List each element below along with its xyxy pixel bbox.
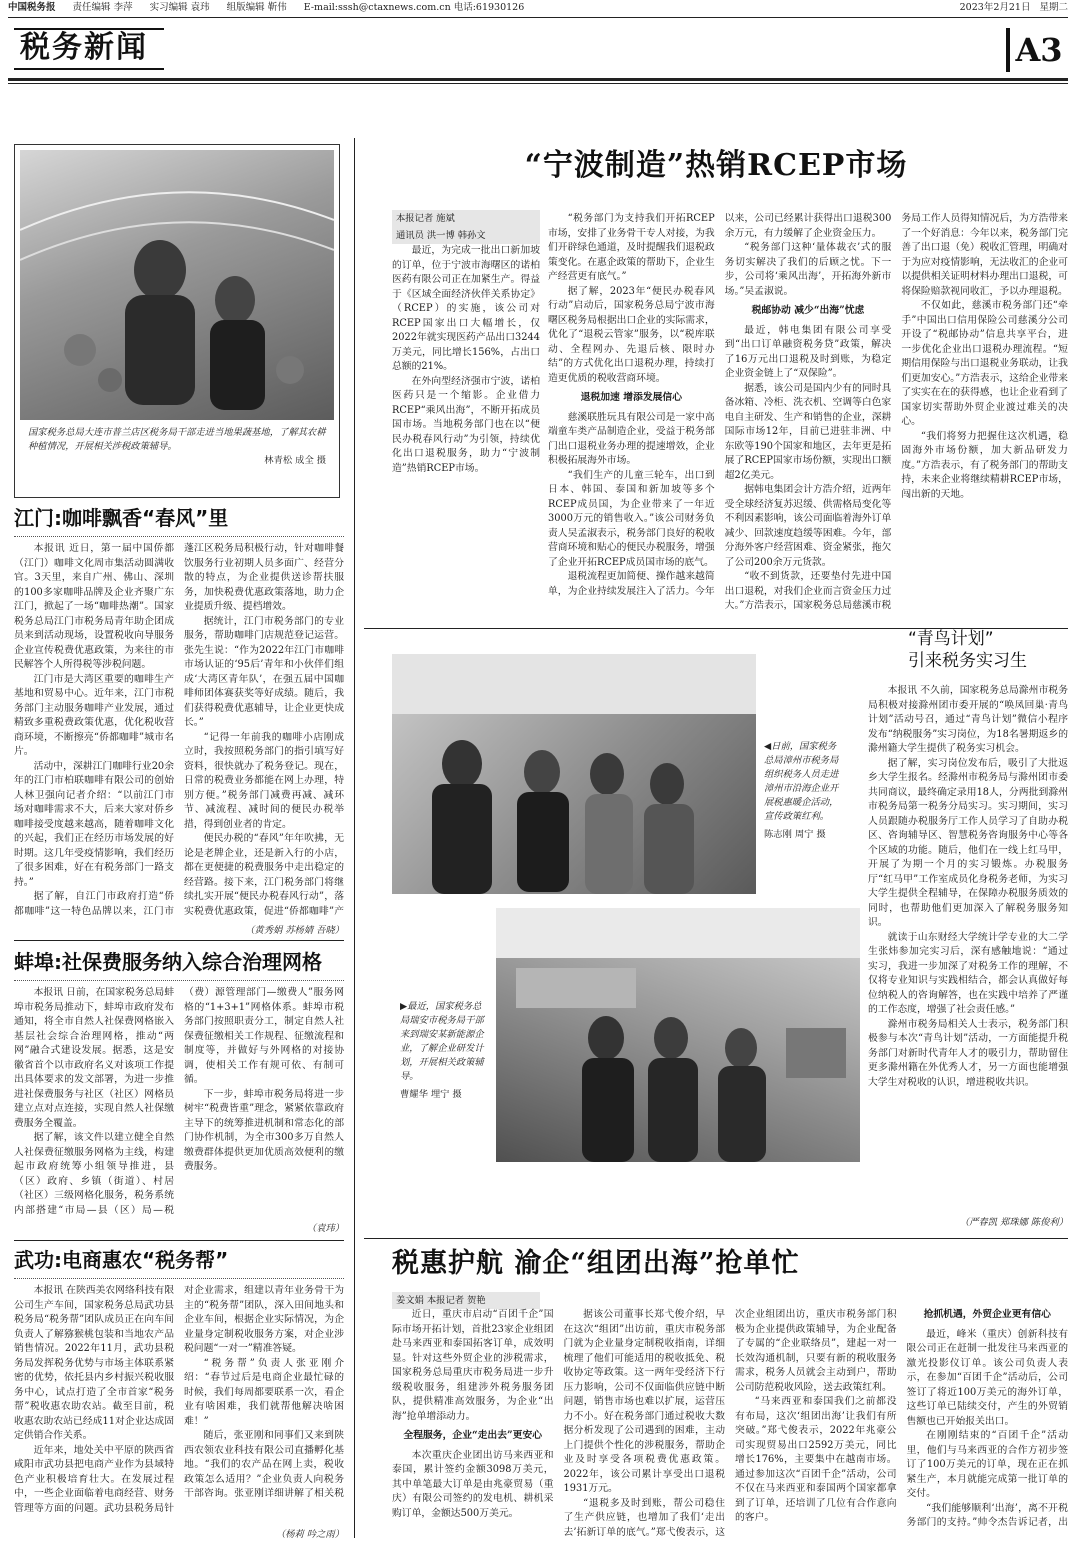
jiangmen-para: 本报讯 近日，第一届中国侨都（江门）咖啡文化周市集活动圆满收官。3天里，来自广州、佛山、深圳的100多家咖啡品牌及企业齐聚广东江门，掀起了一场“咖啡热潮”。国家税务总局江门市税务局青年助企团成员来到活动现场，设置税收向导服务企业宣传税费优惠政策，为来往的市民解答个人所得税等涉税问题。 (14, 543, 174, 670)
jiangmen-body (14, 542, 344, 922)
wugong-para: 随后，张亚刚和同事们又来到陕西农领农业科技有限公司直播孵化基地。“我们的农产品在网上卖，税收政策怎么适用？”企业负责人向税务干部咨询。张亚刚详细讲解了相关税 (184, 1430, 344, 1499)
qingniao-body (868, 684, 1068, 1214)
ningbo-body-a (392, 244, 540, 614)
qingniao-para: 本报讯 不久前，国家税务总局滁州市税务局积极对接滁州团市委开展的“唤凤回巢·青鸟计划”活动号召，通过“青鸟计划”微信小程序发布“纳税服务”实习岗位，为18名暑期返乡的滁州籍大学生提供了税务实习机会。 (868, 685, 1068, 754)
jiangmen-para: 活动中，深耕江门咖啡行业20余年的江门市柏联咖啡有限公司的创始人林卫强向记者介绍：“以前江门市场对咖啡需求不大，后来大家对侨乡咖啡接受度越来越高，随着咖啡文化的兴起，我们正在经历市场发展的好时期。这几年受疫情影响，我们经历了很多困难，好在有税务部门一路支持。” (14, 760, 174, 888)
yuqi-para: 最近，峰米（重庆）创新科技有限公司正在赶制一批发往马来西亚的激光投影仪订单。该公司负责人表示，在参加“百团千企”活动后，公司签订了将近100万美元的海外订单，这些订单已陆续交付，产生的外贸销售额也已开始报关出口。 (906, 1328, 1068, 1427)
bengbu-para: 本报讯 日前，在国家税务总局蚌埠市税务局推动下，蚌埠市政府发布通知，将全市自然人社保费网格嵌入基层社会综合治理网格，推动“两网”融合式建设发展。据悉，这是安徽省首个以市政府名义对该项工作提出具体要求的发文部署，为进一步推进社保费服务与社区（社区）网格员建立点对点连接，实现自然人社保缴费服务全覆盖。 (14, 987, 174, 1129)
bengbu-para: 下一步，蚌埠市税务局将进一步树牢“税费皆重”理念，紧紧依靠政府主导下的统筹推进机制和常态化的部门协作机制，为全市300多万自然人缴费群体提供更加优质高效便利的缴费服务。 (184, 1088, 344, 1172)
photo-factory (496, 908, 860, 1162)
yuqi-para: 据该公司董事长郑弋俊介绍，早在这次“组团”出访前，重庆市税务部门就为企业量身定制税收指南，详细梳理了他们可能适用的税收抵免、税收协定等政策。这一两年受经济下行压力影响，公司不仅面临供应链中断问题，销售市场也难以扩展，运营压力不小。好在税务部门通过税收大数据分析发现了公司遇到的困难，主动上门提供个性化的涉税服务，帮助企业及时享受各项税费优惠政策。2022年，该公司累计享受出口退税1931万元。 (563, 1309, 725, 1494)
qingniao-headline (868, 628, 1068, 676)
yuqi-byline: 姜文娟 本报记者 贺艳 (392, 1292, 540, 1309)
ningbo-para: 据韩电集团会计方浩介绍，近两年受全球经济复苏迟缓、供需格局变化等不利因素影响，该公司面临着海外订单减少、回款速度趋缓等困难。今年，部分海外客户经营困难、资金紧张，拖欠了公司200余万元货款。 (724, 484, 892, 568)
ningbo-byline-box (392, 210, 540, 244)
qingniao-headline-1: “青鸟计划” (908, 629, 994, 649)
ningbo-para: “我们生产的儿童三轮车，出口到日本、韩国、泰国和新加坡等多个RCEP成员国，为企业带来了一年近3000万元的销售收入。”该公司财务负责人吴孟淑表示，税务部门良好的税收营商环境和贴心的便民办税服务，增强了企业开拓RCEP成员国市场的底气。 (548, 469, 715, 568)
photo-farm-caption: 国家税务总局大连市普兰店区税务局干部走进当地果蔬基地，了解其农耕种植情况，开展相关涉税政策辅导。 (28, 427, 326, 452)
ningbo-subhead: 退税加速 增添发展信心 (580, 392, 683, 403)
wugong-credit: （杨莉 吟之雨） (275, 1529, 344, 1540)
jiangmen-credit: （黄秀娟 苏杨婧 吾晓） (245, 925, 344, 936)
ningbo-para: 退税流程更加简便、操作越来越简单，为企业持续发展注入了活力。今年以来，公司已经累计获得出口退税300余万元，有力缓解了企业资金压力。 (548, 213, 892, 597)
paper-name: 中国税务报 (8, 2, 56, 13)
section-name-box (14, 28, 164, 70)
ningbo-body-b (548, 212, 1068, 614)
ningbo-para: 最近，韩电集团有限公司享受到“出口订单融资税务贷”政策，解决了16万元出口退税及时到账，为稳定企业资金链上了“双保险”。 (724, 324, 892, 379)
ningbo-para: 最近，为完成一批出口新加坡的订单，位于宁波市海曙区的诺柏医药有限公司正在加紧生产。得益于《区域全面经济伙伴关系协定》（RCEP）的实施，该公司对RCEP国家出口大幅增长，仅2022年就实现医药产品出口3244万美元，同比增长156%，占出口总额的21%。 (392, 245, 540, 372)
qingniao-para: 据了解，实习岗位发布后，吸引了大批返乡大学生报名。经滁州市税务局与滁州团市委共同商议，最终确定录用18人，分两批到滁州市税务局第一税务分局实习。实习期间，实习人员跟随办税服务厅工作人员学习了自助办税区、咨询辅导区、智慧税务咨询服务中心等各个区域的功能。随后，他们在一线上红马甲，开展了为期一个月的实习锻炼。办税服务厅“红马甲”工作室成员化身税务老师，为实习大学生提供全程辅导，在保障办税服务质效的同时，也帮助他们更加深入了解税务服务知识。 (868, 757, 1068, 928)
bengbu-body (14, 986, 344, 1222)
ningbo-para: 据了解，2023年“便民办税春风行动”启动后，国家税务总局宁波市海曙区税务局根据出口企业的实际需求，优化了“退税云管家”服务，以“税库联动、全程网办、先退后核、限时办结”的方式优化出口退税办理，持续打造更优质的税收营商环境。 (548, 285, 715, 384)
photo-office-caption-text: ◀日前，国家税务总局漳州市税务局组织税务人员走进漳州市沿海企业开展税惠暖企活动，宣传政策红利。 (764, 741, 839, 822)
intern-editor: 实习编辑 袁玮 (149, 2, 210, 13)
jiangmen-para: “记得一年前我的咖啡小店刚成立时，我按照税务部门的指引填写好资料，很快就办了税务登记。现在，日常的税费业务都能在网上办理，特别方便。”税务部门减费再减、减环节、减流程、减时间的便民办税举措，得到创业者的肯定。 (184, 731, 344, 830)
contact: E-mail:sssh@ctaxnews.com.cn 电话:61930126 (303, 2, 525, 13)
yuqi-para: 近日，重庆市启动“百团千企”国际市场开拓计划，首批23家企业组团赴马来西亚和泰国拓客订单，成效明显。针对这些外贸企业的涉税需求，国家税务总局重庆市税务局进一步升级税收服务，组建涉外税务服务团队，提供精准高效服务，为企业“出海”抢单增添动力。 (392, 1309, 554, 1422)
issue-weekday: 星期二 (1039, 2, 1068, 13)
wugong-para: 近年来，地处关中平原的陕西省咸阳市武功县把电商产业作为县域特色产业积极培育壮大。在发展过程中，一些企业面临着电商经营、财务管理等方面的问题。武功县税务局针对企业需求，组建以青年业务骨干为主的“税务帮”团队，深入田间地头和企业车间，根据企业实际情况，为企业量身定制税收服务方案，对企业涉税问题“一对一”精准答疑。 (14, 1285, 344, 1514)
yuqi-headline: 税惠护航 渝企“组团出海”抢单忙 (392, 1248, 800, 1279)
editor: 责任编辑 李萍 (72, 2, 133, 13)
photo-farm (20, 150, 334, 420)
section-header (14, 22, 1074, 76)
yuqi-para: 在刚刚结束的“百团千企”活动里，他们与马来西亚的合作方初步签订了100万美元的订单，现在正在抓紧生产，本月就能完成第一批订单的交付。 (906, 1430, 1068, 1499)
photo-office-caption (764, 740, 844, 842)
page-number: A3 (1006, 28, 1068, 72)
bengbu-para: 据了解，该文件以建立健全自然人社保费征缴服务网格为主线，构建起市政府统筹小组领导推进，县（区）政府、乡镇（街道）、村居（社区）三级网格化服务，税务系统内部搭建“市局—县（区）局—税（费）源管理部门—缴费人”服务网格的“1+3+1”网格体系。蚌埠市税务部门按照职责分工，制定自然人社保费征缴相关工作规程、征缴流程和制度等，并做好与外网格的对接协调，使相关工作有规可依、有制可循。 (14, 987, 344, 1216)
ningbo-byline-reporter: 本报记者 施斌 (392, 210, 540, 227)
yuqi-para: 本次重庆企业团出访马来西亚和泰国，累计签约金额3098万美元，其中单笔最大订单是由兆豪贸易（重庆）有限公司签约的发电机、耕机采购订单，金额达500万美元。 (392, 1449, 554, 1519)
ningbo-para: 据悉，该公司是国内少有的同时具备冰箱、冷柜、洗衣机、空调等白色家电自主研发、生产和销售的企业，深耕国际市场12年，目前已进驻非洲、中东欧等190个国家和地区，去年更是拓展了RCEP国家市场份额，实现出口额超2亿美元。 (724, 382, 892, 481)
jiangmen-para: 据统计，江门市税务部门的专业服务，帮助咖啡门店规范登记运营。张先生说：“作为2022年江门市咖啡市场认证的‘95后’青年和小伙伴们组成‘大湾区青年队’，在强五届中国咖啡师团体赛获奖等好成绩。随后，我们获得税费优惠辅导，让企业更快成长。” (184, 615, 344, 728)
qingniao-headline-2: 引来税务实习生 (908, 651, 1027, 671)
wugong-body (14, 1284, 344, 1526)
layout-editor: 组版编辑 靳伟 (226, 2, 287, 13)
yuqi-body (392, 1308, 1068, 1544)
photo-factory-caption-text: ▶最近，国家税务总局瑞安市税务局干部来到瑞安某新能源企业，了解企业研发计划，开展相关政策辅导。 (400, 1001, 484, 1082)
ningbo-para: 在外向型经济强市宁波，诺柏医药只是一个缩影。企业借力RCEP“乘风出海”，不断开拓成员国市场。当地税务部门也在以“便民办税春风行动”为引领，持续优化出口退税服务，助力“宁波制造”热销RCEP市场。 (392, 375, 540, 474)
ningbo-para: “税务部门为支持我们开拓RCEP市场，安排了业务骨干专人对接，为我们开辟绿色通道，及时提醒我们退税政策变化。在惠企政策的帮助下，企业生产经营更有底气。” (548, 213, 715, 282)
yuqi-subhead: 抢抓机遇，外贸企业更有信心 (923, 1309, 1051, 1320)
photo-farm-box (14, 144, 340, 498)
jiangmen-para: 江门市是大湾区重要的咖啡生产基地和贸易中心。近年来，江门市税务部门主动服务咖啡产业发展，通过精致多重税费政策优惠，优化税收营商环境，不断擦亮“侨都咖啡”城市名片。 (14, 673, 174, 757)
wugong-para: “税务帮”负责人张亚刚介绍：“春节过后是电商企业最忙碌的时候，我们每周都要联系一次，看企业有啥困难，我们就帮他解决啥困难！” (184, 1357, 344, 1427)
ningbo-para: 不仅如此，慈溪市税务部门还“牵手”中国出口信用保险公司慈溪分公司开设了“税邮协动”信息共享平台，进一步优化企业出口退税办理流程。“短期信用保险与出口退税业务联动，让我们更加安心。”方浩表示，这给企业带来了实实在在的获得感，也让企业看到了国家切实帮助外贸企业渡过难关的决心。 (901, 300, 1068, 427)
ningbo-para: “税务部门这种‘量体裁衣’式的服务切实解决了我们的后顾之忧。下一步，公司将‘乘风出海’，开拓海外新市场。”吴孟淑说。 (724, 242, 892, 297)
photo-office-credit: 陈志刚 周宁 摄 (764, 829, 826, 840)
top-bar (8, 0, 1068, 16)
photo-office (392, 654, 756, 894)
yuqi-para: “马来西亚和泰国我们之前都没有布局，这次‘组团出海’让我们有所突破。”郑弋俊表示，2022年兆豪公司实现贸易出口2592万美元，同比增长176%，主要集中在越南市场。通过参加这次“百团千企”活动，公司不仅在马来西亚和泰国两个国家都拿到了订单，还培训了几位有合作意向的客户。 (735, 1396, 897, 1523)
ningbo-para: “我们将努力把握住这次机遇，稳固海外市场份额，加大新品研发力度。”方浩表示，有了税务部门的帮助支持，未来企业将继续精耕RCEP市场，闯出新的天地。 (901, 430, 1068, 500)
yuqi-para: “我们能够顺利‘出海’，离不开税务部门的支持。”帅令杰告诉记者，出 (906, 1502, 1068, 1528)
photo-factory-art (496, 908, 860, 1162)
photo-farm-credit: 林青松 成全 摄 (264, 455, 326, 466)
photo-farm-art (20, 150, 334, 420)
wugong-para: 本报讯 在陕西美农网络科技有限公司生产车间，国家税务总局武功县税务局“税务帮”团队成员正在向车间负责人了解猕猴桃包装和当地农产品销售情况。2022年11月，武功县税务局发挥税务优势与市场主体联系紧密的优势，依托县内乡村振兴税收服务中心，试点打造了全市首家“税务帮”税收惠农助农站。截至目前，税收惠农助农站已经成11对企业达成固定供销合作关系。 (14, 1285, 174, 1441)
ningbo-para: “收不到货款，还要垫付先进中国出口退税，对我们企业而言资金压力过大。”方浩表示，国家税务总局慈溪市税务局工作人员得知情况后，为方浩带来了一个好消息：今年以来，税务部门完善了出口退（免）税收汇管理，明确对于为应对疫情影响，无法收汇的企业可以提供相关证明材料办理出口退税，可将保险赔款视同收汇，予以办理退税。 (724, 213, 1068, 611)
ningbo-subhead: 税邮协动 减少“出海”忧虑 (751, 305, 865, 316)
ningbo-byline-correspondent: 通讯员 洪一博 韩孙文 (392, 227, 540, 244)
jiangmen-para: 据了解，自江门市政府打造“侨都咖啡”这一特色品牌以来，江门市蓬江区税务局积极行动，针对咖啡餐饮服务行业初期人员多面广、经营分散的特点，为企业提供送诊帮扶服务，加快税费优惠政策落地，助力企业提质升级、提档增效。 (14, 543, 344, 917)
qingniao-para: 滁州市税务局相关人士表示，税务部门积极参与本次“青鸟计划”活动，一方面能提升税务部门对新时代青年人才的吸引力，帮助留住更多滁州籍在外优秀人才，另一方面也能增强大学生对税收的认识，增进税收共识。 (868, 1018, 1068, 1088)
qingniao-credit: （严春凯 郑珠娜 陈俊利） (959, 1217, 1068, 1228)
photo-factory-caption (400, 1000, 488, 1102)
wugong-headline: 武功:电商惠农“税务帮” (14, 1248, 229, 1272)
yuqi-para: “退税多及时到账，帮公司稳住了生产供应链，也增加了我们‘走出去’拓新订单的底气。”郑弋俊表示，这次企业组团出访，重庆市税务部门积极为企业提供政策辅导，为企业配备了专属的“企业联络员”，建起一对一长效沟通机制，只要有新的税收服务需求，税务人员就会主动到户，帮助公司防范税收风险，送去政策红利。 (563, 1309, 897, 1538)
ningbo-headline: “宁波制造”热销RCEP市场 (524, 148, 908, 183)
photo-office-art (392, 654, 756, 894)
yuqi-subhead: 全程服务，企业“走出去”更安心 (403, 1430, 543, 1441)
section-name: 税务新闻 (20, 30, 148, 65)
ningbo-para: 慈溪联胜玩具有限公司是一家中高端童车类产品制造企业，受益于税务部门出口退税业务办理的提速增效，企业积极拓展海外市场。 (548, 411, 715, 466)
jiangmen-para: 便民办税的“春风”年年吹拂，无论是老牌企业，还是新入行的小店，都在更便捷的税费服务中走出稳定的经营路。接下来，江门税务部门将继续扎实开展“便民办税春风行动”，落实税费优惠政策，促进“侨都咖啡”产 (184, 833, 344, 917)
bengbu-credit: （袁玮） (306, 1223, 344, 1234)
jiangmen-headline: 江门:咖啡飘香“春风”里 (14, 506, 229, 530)
photo-factory-credit: 曹耀华 埋宁 摄 (400, 1089, 462, 1100)
issue-date: 2023年2月21日 (959, 2, 1031, 13)
qingniao-para: 就读于山东财经大学统计学专业的大二学生张炜参加完实习后，深有感触地说：“通过实习，我进一步加深了对税务工作的理解，不仅将专业知识与实践相结合，都会认真做好每位纳税人的咨询解答，也在实践中培养了严谨的工作态度，增强了社会责任感。” (868, 931, 1068, 1015)
bengbu-headline: 蚌埠:社保费服务纳入综合治理网格 (14, 950, 322, 974)
